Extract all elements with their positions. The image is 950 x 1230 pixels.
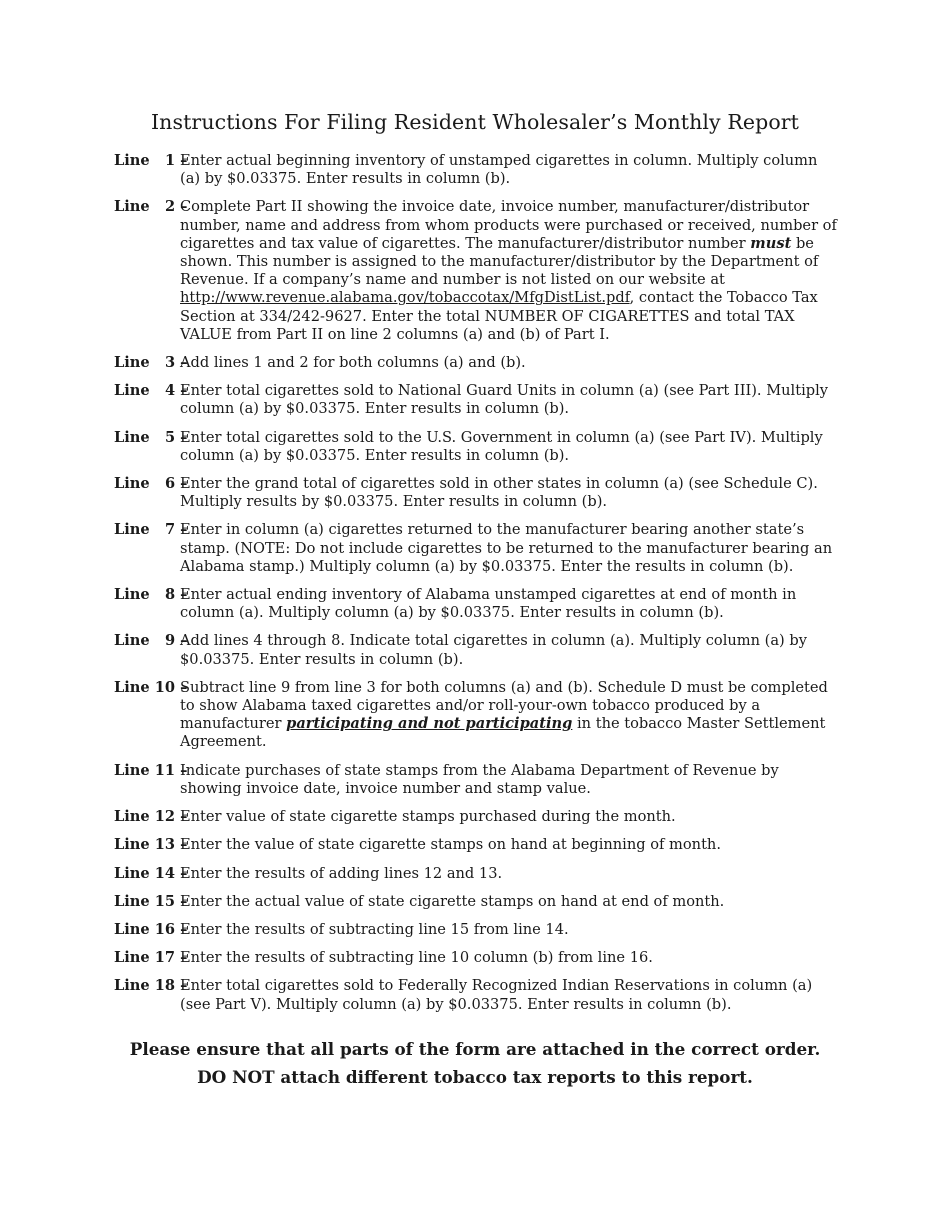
line-text-segment: Enter total cigarettes sold to the U.S. Government in column (a) (see Part IV). Multiply column (a) by $0.03375. Enter results in column (b).	[180, 428, 823, 464]
line-text	[180, 382, 838, 418]
line-label: Line 8 –	[114, 586, 188, 604]
line-label: Line 12 –	[114, 808, 188, 826]
line-label: Line 18 –	[114, 977, 188, 995]
line-text	[180, 632, 838, 668]
instruction-line	[114, 836, 838, 854]
line-text	[180, 198, 838, 344]
line-text-segment: Add lines 4 through 8. Indicate total cigarettes in column (a). Multiply column (a) by $0.03375. Enter results in column (b).	[180, 632, 807, 668]
line-text-segment: , contact the Tobacco Tax Section at 334/242-9627. Enter the total NUMBER OF CIGARETTES and total TAX VALUE from Part II on line 2 columns (a) and (b) of Part I.	[180, 289, 818, 343]
instruction-list	[114, 152, 838, 1024]
line-label: Line 9 –	[114, 632, 188, 650]
line-text-segment: Enter actual ending inventory of Alabama unstamped cigarettes at end of month in column (a). Multiply column (a) by $0.03375. Enter results in column (b).	[180, 586, 797, 622]
line-text	[180, 429, 838, 465]
line-text	[180, 521, 838, 576]
line-text-segment: Enter total cigarettes sold to Federally Recognized Indian Reservations in column (a) (see Part V). Multiply column (a) by $0.03375. Enter results in column (b).	[180, 977, 813, 1013]
line-text	[180, 762, 838, 798]
instruction-line	[114, 198, 838, 344]
line-text-segment: Enter the grand total of cigarettes sold in other states in column (a) (see Schedule C). Multiply results by $0.03375. Enter results in column (b).	[180, 475, 818, 511]
instruction-line	[114, 429, 838, 465]
line-text-segment: Enter the actual value of state cigarette stamps on hand at end of month.	[180, 892, 725, 910]
line-text	[180, 836, 838, 854]
line-text	[180, 865, 838, 883]
instruction-line	[114, 632, 838, 668]
instruction-line	[114, 521, 838, 576]
line-text-segment: Enter the results of adding lines 12 and 13.	[180, 864, 503, 882]
instruction-line	[114, 475, 838, 511]
line-label: Line 17 –	[114, 949, 188, 967]
line-label: Line 7 –	[114, 521, 188, 539]
line-text-segment: Complete Part II showing the invoice date, invoice number, manufacturer/distributor number, name and address from whom products were purchased or received, number of cigarettes and tax value of cigarettes. The manufacturer/distributor number	[180, 198, 837, 252]
emphasis-text: participating and not participating	[286, 715, 573, 733]
instruction-line	[114, 762, 838, 798]
line-text-segment: in the tobacco Master Settlement Agreement.	[180, 715, 826, 751]
line-label: Line 16 –	[114, 920, 188, 938]
line-text-segment: Enter the results of subtracting line 15 from line 14.	[180, 920, 569, 938]
line-text	[180, 977, 838, 1013]
line-text	[180, 893, 838, 911]
instruction-line	[114, 865, 838, 883]
footer-notice	[0, 1035, 950, 1091]
instruction-line	[114, 893, 838, 911]
instruction-line	[114, 977, 838, 1013]
page-title: Instructions For Filing Resident Wholesaler’s Monthly Report	[150, 110, 800, 134]
line-text	[180, 921, 838, 939]
line-text-segment: Enter the value of state cigarette stamps on hand at beginning of month.	[180, 836, 721, 854]
line-text-segment: Enter actual beginning inventory of unstamped cigarettes in column. Multiply column (a) by $0.03375. Enter results in column (b).	[180, 152, 818, 188]
line-text	[180, 475, 838, 511]
instruction-line	[114, 354, 838, 372]
line-text-segment: be shown. This number is assigned to the manufacturer/distributor by the Department of Revenue. If a company’s name and number is not listed on our website at	[180, 234, 819, 289]
line-label: Line 15 –	[114, 892, 188, 910]
instruction-line	[114, 808, 838, 826]
line-text-segment: Subtract line 9 from line 3 for both columns (a) and (b). Schedule D must be completed to show Alabama taxed cigarettes and/or roll-your-own tobacco produced by a manufacturer	[180, 678, 828, 733]
line-label: Line 14 –	[114, 864, 188, 882]
website-link[interactable]: http://www.revenue.alabama.gov/tobaccotax/MfgDistList.pdf	[180, 289, 630, 307]
line-text-segment: Enter total cigarettes sold to National Guard Units in column (a) (see Part III). Multiply column (a) by $0.03375. Enter results in column (b).	[180, 382, 828, 418]
instruction-line	[114, 382, 838, 418]
line-text-segment: Enter the results of subtracting line 10 column (b) from line 16.	[180, 949, 653, 967]
line-text-segment: Add lines 1 and 2 for both columns (a) and (b).	[180, 354, 526, 372]
line-label: Line 2 –	[114, 198, 188, 216]
instruction-line	[114, 921, 838, 939]
instruction-line	[114, 586, 838, 622]
footer-notice-line-1: Please ensure that all parts of the form are attached in the correct order.	[129, 1039, 821, 1059]
line-label: Line 5 –	[114, 428, 188, 446]
line-text	[180, 586, 838, 622]
line-label: Line 1 –	[114, 152, 188, 169]
instruction-line	[114, 679, 838, 752]
instruction-line	[114, 152, 838, 188]
emphasis-text: must	[750, 234, 792, 252]
line-text	[180, 808, 838, 826]
line-text	[180, 679, 838, 752]
line-label: Line 6 –	[114, 475, 188, 493]
line-label: Line 10 –	[114, 678, 188, 696]
line-label: Line 11 –	[114, 761, 188, 779]
line-text-segment: Indicate purchases of state stamps from the Alabama Department of Revenue by showing invoice date, invoice number and stamp value.	[180, 761, 779, 797]
line-text	[180, 949, 838, 967]
line-label: Line 13 –	[114, 836, 188, 854]
instruction-line	[114, 949, 838, 967]
line-text-segment: Enter value of state cigarette stamps purchased during the month.	[180, 808, 676, 826]
line-label: Line 3 –	[114, 354, 188, 372]
line-label: Line 4 –	[114, 382, 188, 400]
line-text	[180, 152, 838, 188]
footer-notice-line-2: DO NOT attach different tobacco tax reports to this report.	[197, 1067, 753, 1087]
line-text	[180, 354, 838, 372]
line-text-segment: Enter in column (a) cigarettes returned to the manufacturer bearing another state’s stamp. (NOTE: Do not include cigarettes to be returned to the manufacturer bearing an Alabama stamp.) Multiply column (a) by $0.03375. Enter the results in column (b).	[180, 521, 833, 575]
